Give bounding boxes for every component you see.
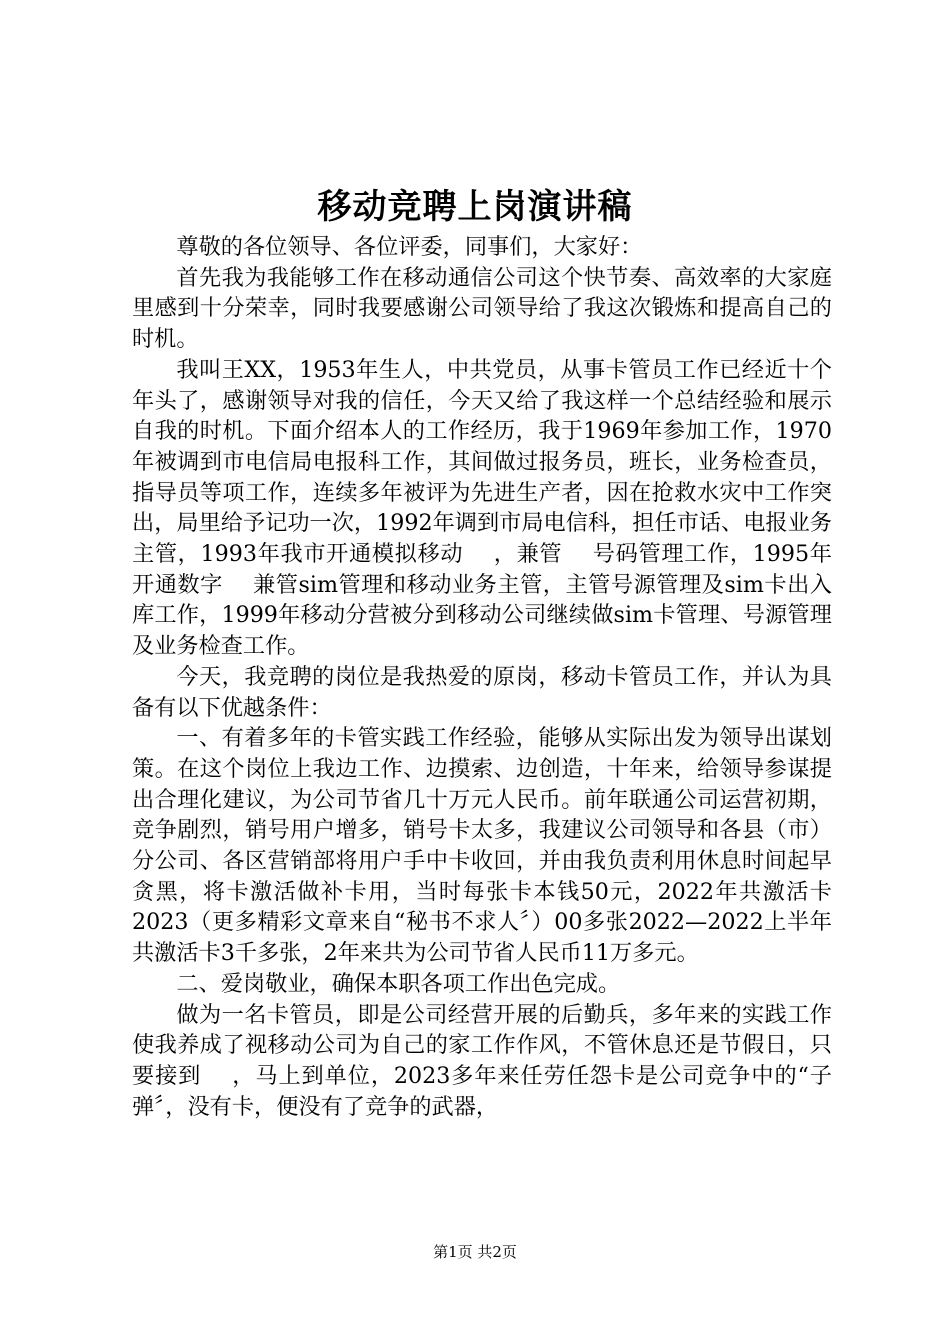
document-title: 移动竞聘上岗演讲稿 bbox=[317, 187, 633, 227]
paragraph-position: 今天，我竞聘的岗位是我热爱的原岗，移动卡管员工作，并认为具备有以下优越条件： bbox=[132, 663, 832, 721]
paragraph-intro: 首先我为我能够工作在移动通信公司这个快节奏、高效率的大家庭里感到十分荣幸，同时我要感谢公司领导给了我这次锻炼和提高自己的时机。 bbox=[132, 264, 832, 353]
paragraph-dedication: 做为一名卡管员，即是公司经营开展的后勤兵，多年来的实践工作使我养成了视移动公司为自己的家工作作风，不管休息还是节假日，只要接到 ，马上到单位，2023多年来任劳任怨卡是公司竞争中的“子弹〞，没有卡，便没有了竞争的武器， bbox=[132, 1001, 832, 1120]
page-number: 第1页 共2页 bbox=[433, 1243, 517, 1261]
paragraph-point-one: 一、有着多年的卡管实践工作经验，能够从实际出发为领导出谋划策。在这个岗位上我边工作、边摸索、边创造，十年来，给领导参谋提出合理化建议，为公司节省几十万元人民币。前年联通公司运营初期，竞争剧烈，销号用户增多，销号卡太多，我建议公司领导和各县（市）分公司、各区营销部将用户手中卡收回，并由我负责利用休息时间起早贪黑，将卡激活做补卡用，当时每张卡本钱50元，2022年共激活卡2023（更多精彩文章来自“秘书不求人〞）00多张2022—2022上半年共激活卡3千多张，2年来共为公司节省人民币11万多元。 bbox=[132, 725, 832, 967]
document-body bbox=[132, 232, 832, 1122]
paragraph-point-two: 二、爱岗敬业，确保本职各项工作出色完成。 bbox=[176, 970, 621, 997]
paragraph-experience: 我叫王XX，1953年生人，中共党员，从事卡管员工作已经近十个年头了，感谢领导对我的信任，今天又给了我这样一个总结经验和展示自我的时机。下面介绍本人的工作经历，我于1969年参加工作，1970年被调到市电信局电报科工作，其间做过报务员，班长，业务检查员，指导员等项工作，连续多年被评为先进生产者，因在抢救水灾中工作突出，局里给予记功一次，1992年调到市局电信科，担任市话、电报业务主管，1993年我市开通模拟移动 ，兼管 号码管理工作，1995年开通数字 兼管sim管理和移动业务主管，主管号源管理及sim卡出入库工作，1999年移动分营被分到移动公司继续做sim卡管理、号源管理及业务检查工作。 bbox=[132, 356, 832, 660]
paragraph-greeting: 尊敬的各位领导、各位评委，同事们，大家好： bbox=[176, 234, 643, 260]
